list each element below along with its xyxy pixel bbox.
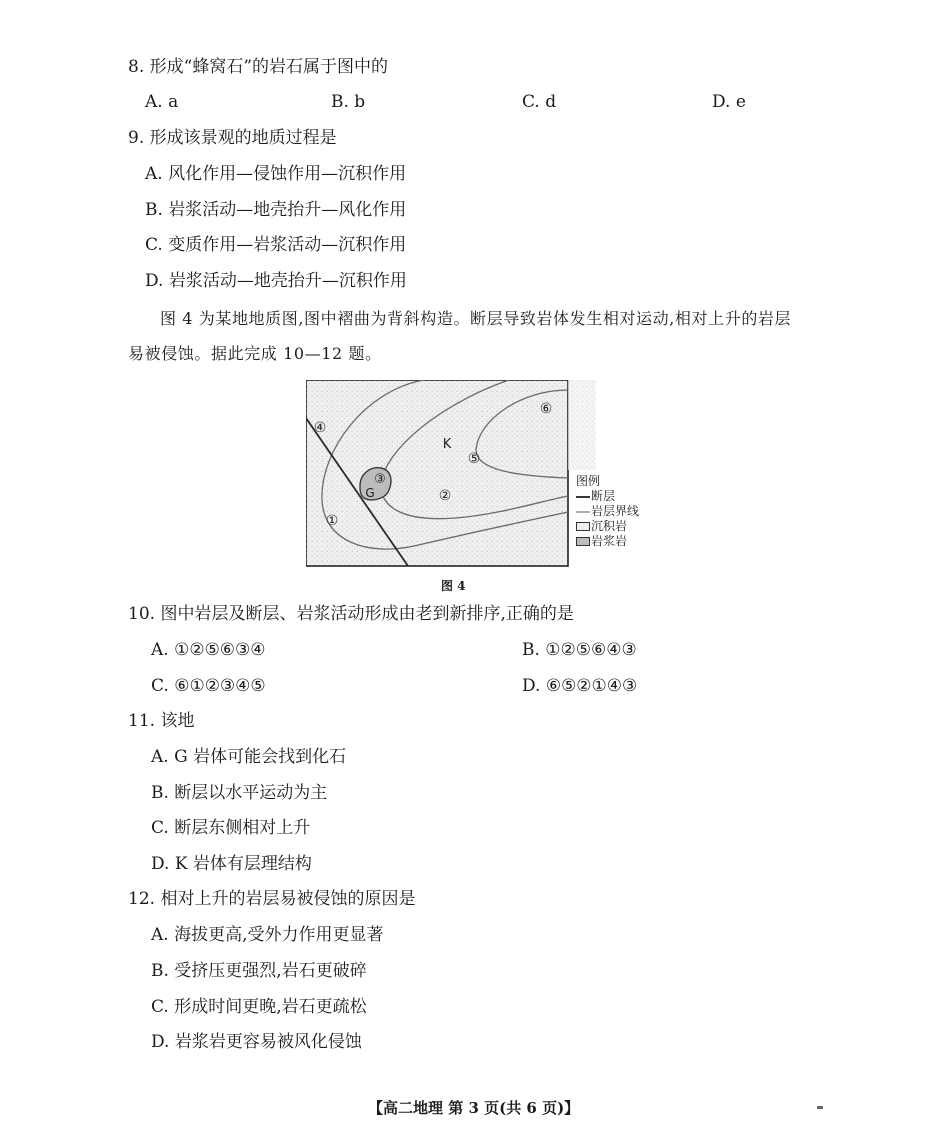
- q9-stem: 9. 形成该景观的地质过程是: [128, 128, 337, 148]
- q10-stem: 10. 图中岩层及断层、岩浆活动形成由老到新排序,正确的是: [128, 604, 574, 624]
- q12-option-c[interactable]: C. 形成时间更晚,岩石更疏松: [151, 997, 367, 1017]
- geologic-map: [306, 380, 598, 568]
- q11-option-b[interactable]: B. 断层以水平运动为主: [151, 783, 328, 803]
- label-5: ⑤: [467, 451, 481, 467]
- q9-option-b[interactable]: B. 岩浆活动—地壳抬升—风化作用: [145, 200, 407, 220]
- legend-igneous: 岩浆岩: [576, 534, 639, 549]
- q8-option-a[interactable]: A. a: [145, 92, 179, 112]
- q10-option-a[interactable]: A. ①②⑤⑥③④: [151, 640, 266, 660]
- q11-option-d[interactable]: D. K 岩体有层理结构: [151, 854, 312, 874]
- intro-line-1: 图 4 为某地地质图,图中褶曲为背斜构造。断层导致岩体发生相对运动,相对上升的岩层: [160, 309, 792, 328]
- q12-option-b[interactable]: B. 受挤压更强烈,岩石更破碎: [151, 961, 367, 981]
- label-3: ③: [374, 472, 386, 487]
- scan-mark: [817, 1106, 823, 1109]
- legend-title: 图例: [576, 474, 601, 488]
- legend-boundary: 岩层界线: [591, 504, 640, 518]
- q8-option-d[interactable]: D. e: [712, 92, 746, 112]
- label-g: G: [365, 486, 375, 500]
- q11-stem: 11. 该地: [128, 711, 195, 731]
- legend-fault: 断层: [591, 489, 616, 503]
- page-footer: 【高二地理 第 3 页(共 6 页)】: [368, 1099, 580, 1117]
- q10-option-b[interactable]: B. ①②⑤⑥④③: [522, 640, 637, 660]
- map-frame: [306, 380, 568, 566]
- q8-option-c[interactable]: C. d: [522, 92, 557, 112]
- figure-caption: 图 4: [441, 579, 466, 593]
- legend-sedimentary: 沉积岩: [576, 519, 639, 534]
- q10-option-c[interactable]: C. ⑥①②③④⑤: [151, 676, 266, 696]
- q12-option-a[interactable]: A. 海拔更高,受外力作用更显著: [151, 925, 384, 945]
- q8-stem: 8. 形成“蜂窝石”的岩石属于图中的: [128, 57, 389, 77]
- q11-option-c[interactable]: C. 断层东侧相对上升: [151, 818, 311, 838]
- label-k: K: [442, 437, 452, 452]
- q9-option-a[interactable]: A. 风化作用—侵蚀作用—沉积作用: [145, 164, 407, 184]
- q9-option-c[interactable]: C. 变质作用—岩浆活动—沉积作用: [145, 235, 407, 255]
- label-2: ②: [438, 488, 452, 504]
- q10-option-d[interactable]: D. ⑥⑤②①④③: [522, 676, 638, 696]
- q8-option-b[interactable]: B. b: [331, 92, 366, 112]
- q9-option-d[interactable]: D. 岩浆活动—地壳抬升—沉积作用: [145, 271, 407, 291]
- q12-stem: 12. 相对上升的岩层易被侵蚀的原因是: [128, 889, 416, 909]
- label-6: ⑥: [539, 401, 553, 417]
- label-1: ①: [325, 513, 339, 529]
- intro-line-2: 易被侵蚀。据此完成 10—12 题。: [128, 344, 382, 363]
- q11-option-a[interactable]: A. G 岩体可能会找到化石: [151, 747, 347, 767]
- label-4: ④: [313, 420, 327, 436]
- q12-option-d[interactable]: D. 岩浆岩更容易被风化侵蚀: [151, 1032, 362, 1052]
- map-legend: [576, 474, 639, 549]
